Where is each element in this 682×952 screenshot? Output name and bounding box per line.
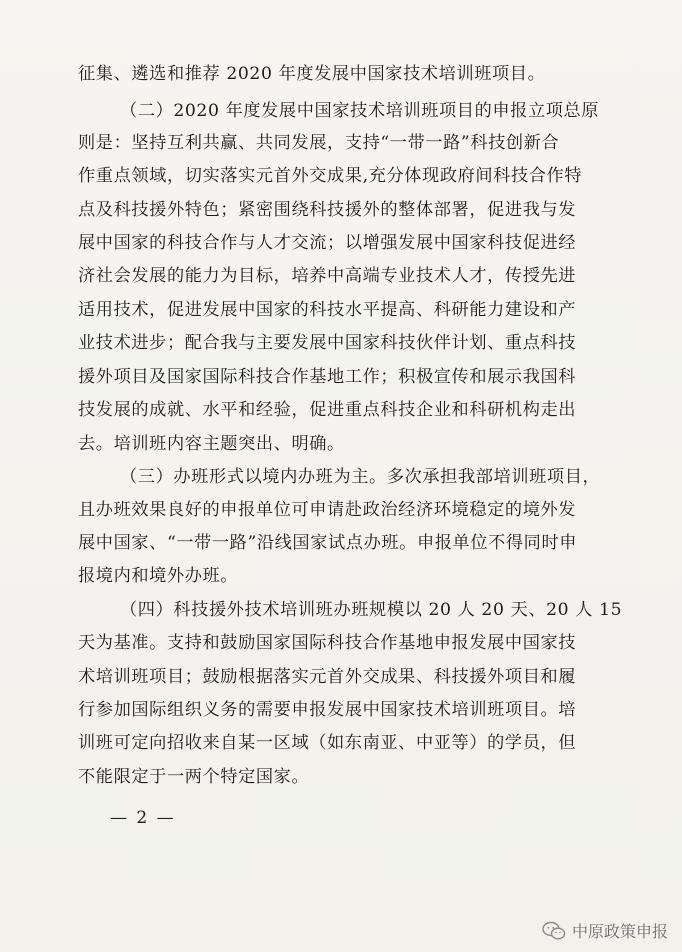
body-line: 训班可定向招收来自某一区域（如东南亚、中亚等）的学员，但 bbox=[78, 733, 577, 753]
body-line: 不能限定于一两个特定国家。 bbox=[78, 767, 310, 787]
body-line: 行参加国际组织义务的需要申报发展中国家技术培训班项目。培 bbox=[78, 700, 577, 720]
body-line: 点及科技援外特色；紧密围绕科技援外的整体部署，促进我与发 bbox=[78, 200, 577, 220]
body-line: 济社会发展的能力为目标，培养中高端专业技术人才，传授先进 bbox=[78, 266, 577, 286]
paragraph-4-first-line: （四）科技援外技术培训班办班规模以 20 人 20 天、20 人 15 bbox=[120, 600, 623, 620]
body-line: 且办班效果良好的申报单位可申请赴政治经济环境稳定的境外发 bbox=[78, 500, 577, 520]
page-number: — 2 — bbox=[110, 808, 176, 828]
body-line: 作重点领域，切实落实元首外交成果,充分体现政府间科技合作特 bbox=[78, 166, 583, 186]
body-line: 天为基准。支持和鼓励国家国际科技合作基地申报发展中国家技 bbox=[78, 633, 577, 653]
body-line: 适用技术，促进发展中国家的科技水平提高、科研能力建设和产 bbox=[78, 300, 577, 320]
body-line: 征集、遴选和推荐 2020 年度发展中国家技术培训班项目。 bbox=[78, 64, 546, 84]
paragraph-3-first-line: （三）办班形式以境内办班为主。多次承担我部培训班项目， bbox=[120, 467, 601, 487]
body-line: 术培训班项目；鼓励根据落实元首外交成果、科技援外项目和履 bbox=[78, 667, 577, 687]
body-line: 技发展的成就、水平和经验，促进重点科技企业和科研机构走出 bbox=[78, 400, 577, 420]
paragraph-2-first-line: （二）2020 年度发展中国家技术培训班项目的申报立项总原 bbox=[120, 101, 600, 121]
body-line: 则是：坚持互利共赢、共同发展，支持“一带一路”科技创新合 bbox=[78, 133, 560, 153]
wechat-icon bbox=[542, 921, 566, 941]
body-line: 去。培训班内容主题突出、明确。 bbox=[78, 434, 345, 454]
body-line: 报境内和境外办班。 bbox=[78, 566, 239, 586]
watermark bbox=[542, 919, 668, 942]
body-line: 展中国家、“一带一路”沿线国家试点办班。申报单位不得同时申 bbox=[78, 533, 578, 553]
body-line: 援外项目及国家国际科技合作基地工作；积极宣传和展示我国科 bbox=[78, 367, 577, 387]
body-line: 业技术进步；配合我与主要发展中国家科技伙伴计划、重点科技 bbox=[78, 333, 577, 353]
body-line: 展中国家的科技合作与人才交流；以增强发展中国家科技促进经 bbox=[78, 233, 577, 253]
watermark-text: 中原政策申报 bbox=[571, 922, 668, 941]
